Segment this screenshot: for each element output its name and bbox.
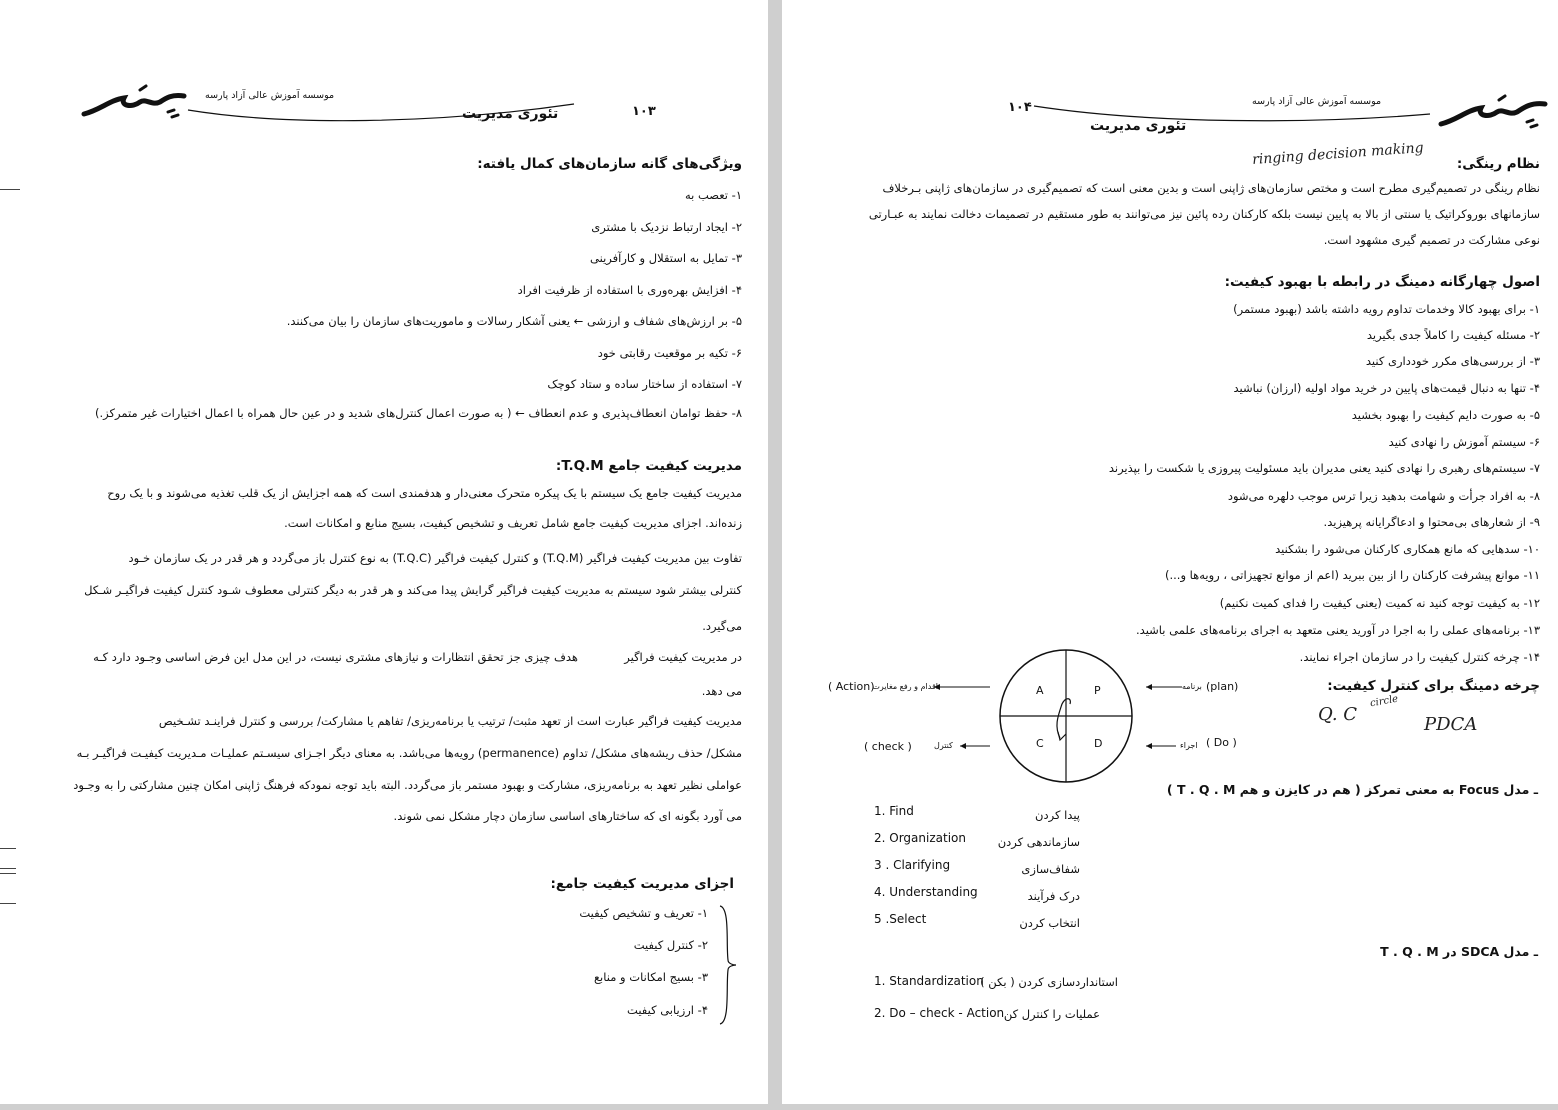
focus-item-en: 4. Understanding: [874, 885, 978, 899]
course-title: تئوری مدیریت: [462, 106, 559, 122]
list-item: ۵- بر ارزش‌های شفاف و ارزشی ← یعنی آشکار رسالات و ماموریت‌های سازمان را بیان می‌کنند.: [286, 314, 742, 328]
course-title: تئوری مدیریت: [1090, 118, 1187, 134]
left-page: [0, 0, 768, 1104]
handwritten-note: ringing decision making: [1251, 140, 1425, 168]
section-title-focus-model: ـ مدل Focus به معنی تمرکز ( هم در کایزن و هم T . Q . M ): [1166, 782, 1538, 797]
paragraph-line: مشکل/ حذف ریشه‌های مشکل/ تداوم (permanence) رویه‌ها می‌باشد. به معنای دیگر اجـزای سیسـتم عملیـات مـدیریت کیفیـت فراگیـر بـه: [76, 746, 742, 760]
cycle-quadrant-label: D: [1094, 737, 1103, 750]
cycle-quadrant-label: P: [1094, 684, 1101, 697]
focus-item-en: 1. Find: [874, 804, 914, 818]
list-item: ۱۰- سدهایی که مانع همکاری کارکنان می‌شود را بشکنید: [1275, 542, 1540, 556]
focus-item-fa: سازماندهی کردن: [997, 835, 1080, 849]
paragraph-line: می‌گیرد.: [702, 619, 742, 633]
margin-mark: [0, 903, 16, 904]
cycle-check-label: ( check ): [864, 740, 912, 753]
focus-item-en: 3 . Clarifying: [874, 858, 951, 872]
list-item: ۱- تعریف و تشخیص کیفیت: [579, 906, 708, 920]
paragraph-line: می دهد.: [701, 684, 742, 698]
page-number: ۱۰۴: [1008, 100, 1032, 115]
cycle-do-label: ( Do ): [1206, 736, 1237, 749]
section-title-excellent-organizations: ویژگی‌های گانه سازمان‌های کمال یافته:: [477, 156, 742, 172]
list-item: ۱۴- چرخه کنترل کیفیت را در سازمان اجراء نمایند.: [1299, 650, 1540, 664]
cycle-do-fa-label: اجراء: [1180, 741, 1198, 750]
deming-cycle-diagram: [996, 646, 1136, 786]
paragraph-line: زنده‌اند. اجزای مدیریت کیفیت جامع شامل تعریف و تشخیص کیفیت، بسیج منابع و امکانات است.: [284, 516, 742, 530]
list-item: ۸- حفظ توامان انعطاف‌پذیری و عدم انعطاف ← ( به صورت اعمال کنترل‌های شدید و در عین حال همراه با اعمال اختیارات غیر متمرکز.): [95, 406, 742, 420]
paragraph-line: در مدیریت کیفیت فراگیر: [624, 650, 742, 664]
list-item: ۳- تمایل به استقلال و کارآفرینی: [590, 251, 742, 265]
cycle-quadrant-label: C: [1036, 737, 1044, 750]
focus-item-fa: پیدا کردن: [1035, 808, 1080, 822]
sdca-item-en: 2. Do – check - Action: [874, 1006, 1005, 1020]
list-item: ۳- از بررسی‌های مکرر خودداری کنید: [1365, 354, 1540, 368]
list-item: ۶- سیستم آموزش را نهادی کنید: [1388, 435, 1540, 449]
margin-mark: [0, 873, 16, 874]
list-item: ۴- تنها به دنبال قیمت‌های پایین در خرید مواد اولیه (ارزان) نباشید: [1233, 381, 1540, 395]
institution-name: موسسه آموزش عالی آزاد پارسه: [205, 90, 335, 101]
right-page: [782, 0, 1558, 1104]
arrow-icon: [1144, 682, 1184, 692]
list-item: ۱۲- به کیفیت توجه کنید نه کمیت (یعنی کیفیت را فدای کمیت نکنیم): [1219, 596, 1540, 610]
list-item: ۶- تکیه بر موقعیت رقابتی خود: [597, 346, 742, 360]
section-title-ringi: نظام رینگی:: [1456, 156, 1540, 172]
list-item: ۴- ارزیابی کیفیت: [627, 1003, 708, 1017]
list-item: ۳- بسیج امکانات و منابع: [593, 970, 708, 984]
paragraph-line: می آورد بگونه ای که ساختارهای اساسی سازمان دچار مشکل نمی شوند.: [393, 809, 742, 823]
section-title-tqm-components: اجزای مدیریت کیفیت جامع:: [550, 876, 734, 892]
paragraph-line: تفاوت بین مدیریت کیفیت فراگیر (T.Q.M) و کنترل کیفیت فراگیر (T.Q.C) به نوع کنترل باز می‌گردد و هر قدر در یک سازمان خـود: [128, 551, 742, 565]
page-number: ۱۰۳: [632, 104, 656, 119]
paragraph-line: کنترلی بیشتر شود سیستم به مدیریت کیفیت فراگیر گرایش پیدا می‌کند و هر قدر به دیگر کنترلی معطوف شـود کنترل کیفیت فراگیـر شـکل: [84, 583, 742, 597]
list-item: ۷- استفاده از ساختار ساده و ستاد کوچک: [547, 377, 742, 391]
handwritten-note: Q. C: [1318, 704, 1358, 725]
list-item: ۲- ایجاد ارتباط نزدیک با مشتری: [591, 220, 742, 234]
cycle-action-label: ( Action): [828, 680, 875, 693]
margin-mark: [0, 868, 16, 869]
sdca-item-fa: عملیات را کنترل کن: [1003, 1007, 1100, 1021]
cycle-plan-label: (plan): [1206, 680, 1239, 693]
cycle-quadrant-label: A: [1036, 684, 1044, 697]
handwritten-note: PDCA: [1424, 714, 1478, 735]
parse-logo-icon: [1437, 94, 1549, 134]
paragraph-line: مدیریت کیفیت فراگیر عبارت است از تعهد مثبت/ ترتیب یا برنامه‌ریزی/ تفاهم یا مشارکت/ بررسی و کنترل فراینـد تشـخیص: [158, 714, 742, 728]
paragraph-line: مدیریت کیفیت جامع یک سیستم با یک پیکره متحرک معنی‌دار و هدفمندی است که همه اجزایش از یک قلب تغذیه می‌شوند و با یک روح: [107, 486, 742, 500]
cycle-check-fa-label: کنترل: [934, 741, 953, 750]
list-item: ۸- به افراد جرأت و شهامت بدهید زیرا ترس موجب دلهره می‌شود: [1227, 489, 1540, 503]
arrow-icon: [958, 741, 992, 751]
parse-logo-icon: [80, 84, 190, 124]
section-title-deming-principles: اصول چهارگانه دمینگ در رابطه با بهبود کیفیت:: [1224, 274, 1540, 290]
paragraph-line: نظام رینگی در تصمیم‌گیری مطرح است و مختص سازمان‌های ژاپنی است و بدین معنی است که تصمیم‌گیری در سازمان‌های ژاپنی بـرخلاف: [882, 181, 1540, 195]
cycle-plan-fa-label: برنامه: [1182, 682, 1202, 691]
focus-item-fa: انتخاب کردن: [1019, 916, 1080, 930]
list-item: ۵- به صورت دایم کیفیت را بهبود بخشید: [1351, 408, 1540, 422]
paragraph-line: هدف چیزی جز تحقق انتظارات و نیازهای مشتری نیست، در این مدل این فرض اساسی وجـود دارد کـه: [93, 650, 578, 664]
paragraph-line: عواملی نظیر تعهد به برنامه‌ریزی، مشارکت و بهبود مستمر باز می‌گردد. البته باید توجه نمودکه فرهنگ ژاپنی امکان چنین مشارکتی را به وجـود: [73, 778, 742, 792]
focus-item-en: 2. Organization: [874, 831, 966, 845]
list-item: ۲- مسئله کیفیت را کاملاً جدی بگیرید: [1366, 328, 1540, 342]
focus-item-fa: درک فرآیند: [1027, 889, 1080, 903]
list-item: ۷- سیستم‌های رهبری را نهادی کنید یعنی مدیران باید مسئولیت پیروزی یا شکست را بپذیرند: [1108, 461, 1540, 475]
list-item: ۱۱- موانع پیشرفت کارکنان را از بین ببرید (اعم از موانع تجهیزاتی ، رویه‌ها و...): [1164, 568, 1540, 582]
sdca-item-en: 1. Standardization: [874, 974, 984, 988]
curly-brace-icon: [716, 904, 738, 1026]
list-item: ۲- کنترل کیفیت: [633, 938, 708, 952]
list-item: ۹- از شعارهای بی‌محتوا و ادعاگرایانه پرهیزید.: [1323, 515, 1540, 529]
cycle-action-fa-label: اقدام و رفع مغایرت: [872, 682, 938, 691]
sdca-item-fa: استانداردسازی کردن ( بکن ): [980, 975, 1118, 989]
focus-item-fa: شفاف‌سازی: [1021, 862, 1080, 876]
paragraph-line: نوعی مشارکت در تصمیم گیری مشهود است.: [1323, 233, 1540, 247]
margin-mark: [0, 848, 16, 849]
list-item: ۱۳- برنامه‌های عملی را به اجرا در آورید یعنی متعهد به اجرای برنامه‌های علمی باشید.: [1136, 623, 1540, 637]
section-title-deming-cycle: چرخه دمینگ برای کنترل کیفیت:: [1327, 678, 1540, 694]
section-title-tqm: مدیریت کیفیت جامع T.Q.M:: [555, 458, 742, 474]
arrow-icon: [932, 682, 992, 692]
arrow-icon: [1144, 741, 1178, 751]
focus-item-en: 5 .Select: [874, 912, 927, 926]
margin-mark: [0, 189, 20, 190]
paragraph-line: سازمانهای بوروکراتیک یا سنتی از بالا به پایین نیست بلکه کارکنان رده پائین نیز می‌توانند به طور مستقیم در تصمیمات دخالت نمایند به عبـارتی: [868, 207, 1540, 221]
institution-name: موسسه آموزش عالی آزاد پارسه: [1252, 96, 1382, 107]
list-item: ۱- برای بهبود کالا وخدمات تداوم رویه داشته باشد (بهبود مستمر): [1233, 302, 1540, 316]
handwritten-note: circle: [1369, 693, 1400, 710]
section-title-sdca-model: ـ مدل SDCA در T . Q . M: [1380, 944, 1538, 959]
list-item: ۴- افزایش بهره‌وری با استفاده از ظرفیت افراد: [517, 283, 742, 297]
list-item: ۱- تعصب به: [684, 188, 742, 202]
